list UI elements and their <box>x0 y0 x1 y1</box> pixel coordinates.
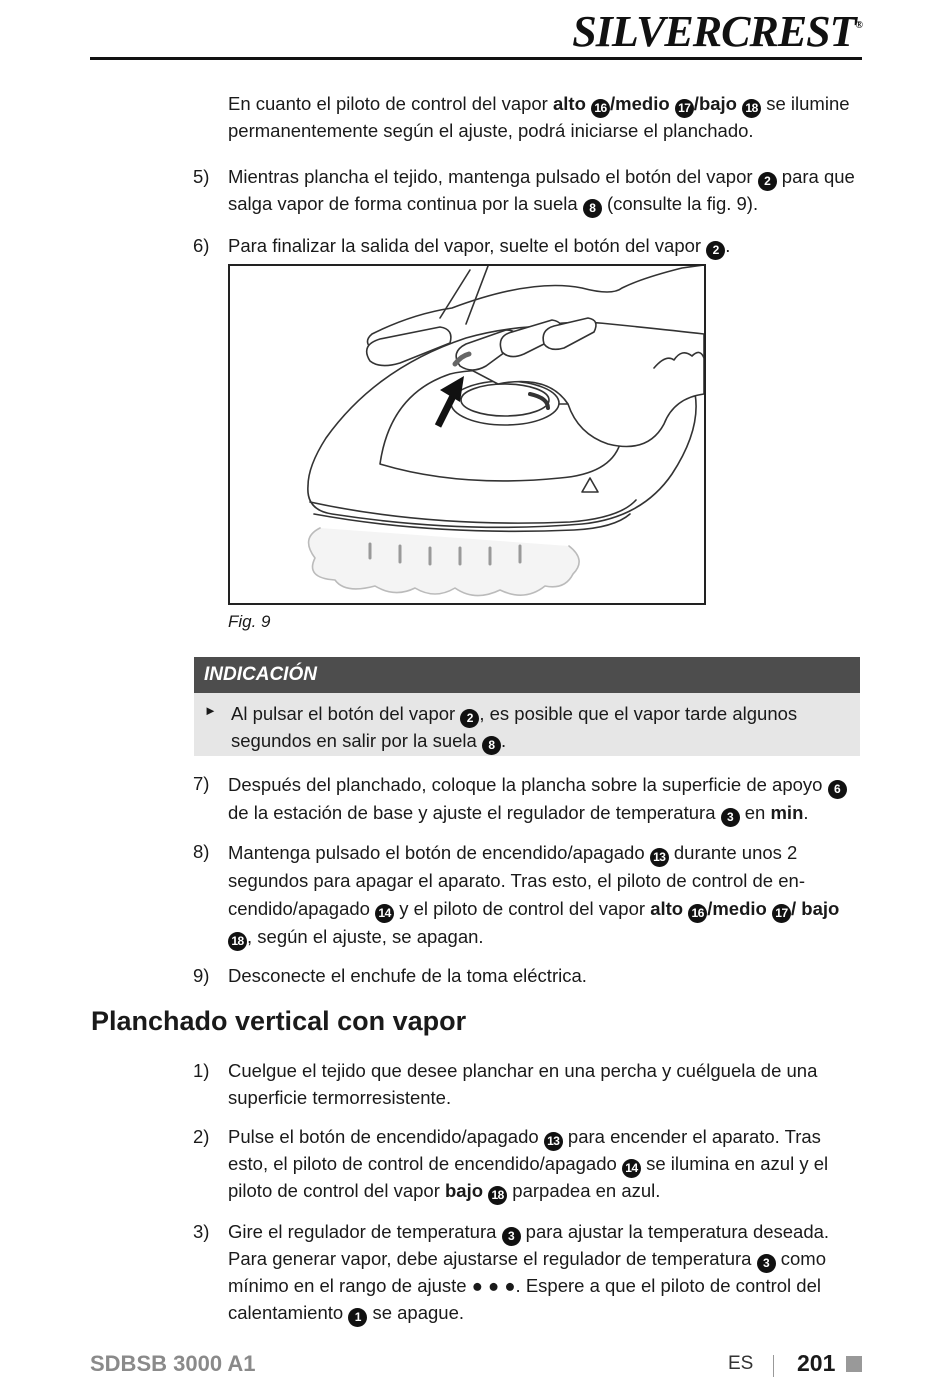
step-8-number: 8) <box>193 841 210 862</box>
vstep-1-number: 1) <box>193 1060 210 1081</box>
intro-paragraph: En cuanto el piloto de control del vapor alto 16 /medio 17 /bajo 18 se ilumine permanentemente según el ajuste, podrá iniciarse el planchado. <box>228 93 850 141</box>
note-title: INDICACIÓN <box>194 657 860 693</box>
section-heading: Planchado vertical con vapor <box>91 1006 467 1036</box>
ref-18: 18 <box>742 99 761 118</box>
step-5-number: 5) <box>193 166 210 187</box>
figure-caption: Fig. 9 <box>228 612 271 631</box>
step-5-text: Mientras plancha el tejido, mantenga pulsado el botón del vapor 2 para que salga vapor de forma continua por la suela 8 (consulte la fig. 9). <box>228 164 860 218</box>
footer-square <box>846 1356 862 1372</box>
footer-language: ES <box>728 1353 754 1374</box>
brand-logo: SILVERCREST® <box>572 7 862 56</box>
page-number: 201 <box>797 1350 836 1376</box>
vstep-2-text: Pulse el botón de encendido/apagado 13 para encender el aparato. Tras esto, el piloto de control de encendido/apagado 14 se ilumina en azul y el piloto de control del vapor bajo 18 parpadea en azul. <box>228 1124 860 1205</box>
vstep-3-number: 3) <box>193 1221 210 1242</box>
note-text: Al pulsar el botón del vapor 2 , es posible que el vapor tarde algunos segundos en salir por la suela 8 . <box>231 701 851 755</box>
step-6-text: Para finalizar la salida del vapor, suelte el botón del vapor 2 . <box>228 233 860 260</box>
bullet-arrow-icon: ► <box>204 703 217 718</box>
step-7-number: 7) <box>193 773 210 794</box>
step-9-number: 9) <box>193 965 210 986</box>
ref-17: 17 <box>675 99 694 118</box>
step-7-text: Después del planchado, coloque la plancha sobre la superficie de apoyo 6 de la estación de base y ajuste el regulador de temperatura 3 en min. <box>228 771 860 827</box>
ref-16: 16 <box>591 99 610 118</box>
step-9-text: Desconecte el enchufe de la toma eléctrica. <box>228 965 587 986</box>
step-6-number: 6) <box>193 235 210 256</box>
vstep-1-text: Cuelgue el tejido que desee planchar en una percha y cuélguela de una superficie termorresistente. <box>228 1060 818 1108</box>
footer-separator <box>773 1355 774 1377</box>
vstep-3-text: Gire el regulador de temperatura 3 para ajustar la temperatura deseada. Para generar vapor, debe ajustarse el regulador de temperatura 3 como mínimo en el rango de ajuste ● ● ●. Espere a que el piloto de control del calentamiento 1 se apague. <box>228 1219 860 1327</box>
step-8-text: Mantenga pulsado el botón de encendido/apagado 13 durante unos 2 segundos para apagar el aparato. Tras esto, el piloto de control de encendido/apagado 14 y el piloto de control del vapor alto 16 /medio 17 / bajo 18 , según el ajuste, se apagan. <box>228 839 858 951</box>
footer-model: SDBSB 3000 A1 <box>90 1351 256 1376</box>
vstep-2-number: 2) <box>193 1126 210 1147</box>
header-rule <box>90 57 862 60</box>
figure-9-iron-illustration <box>228 264 706 605</box>
iron-drawing <box>230 266 704 603</box>
